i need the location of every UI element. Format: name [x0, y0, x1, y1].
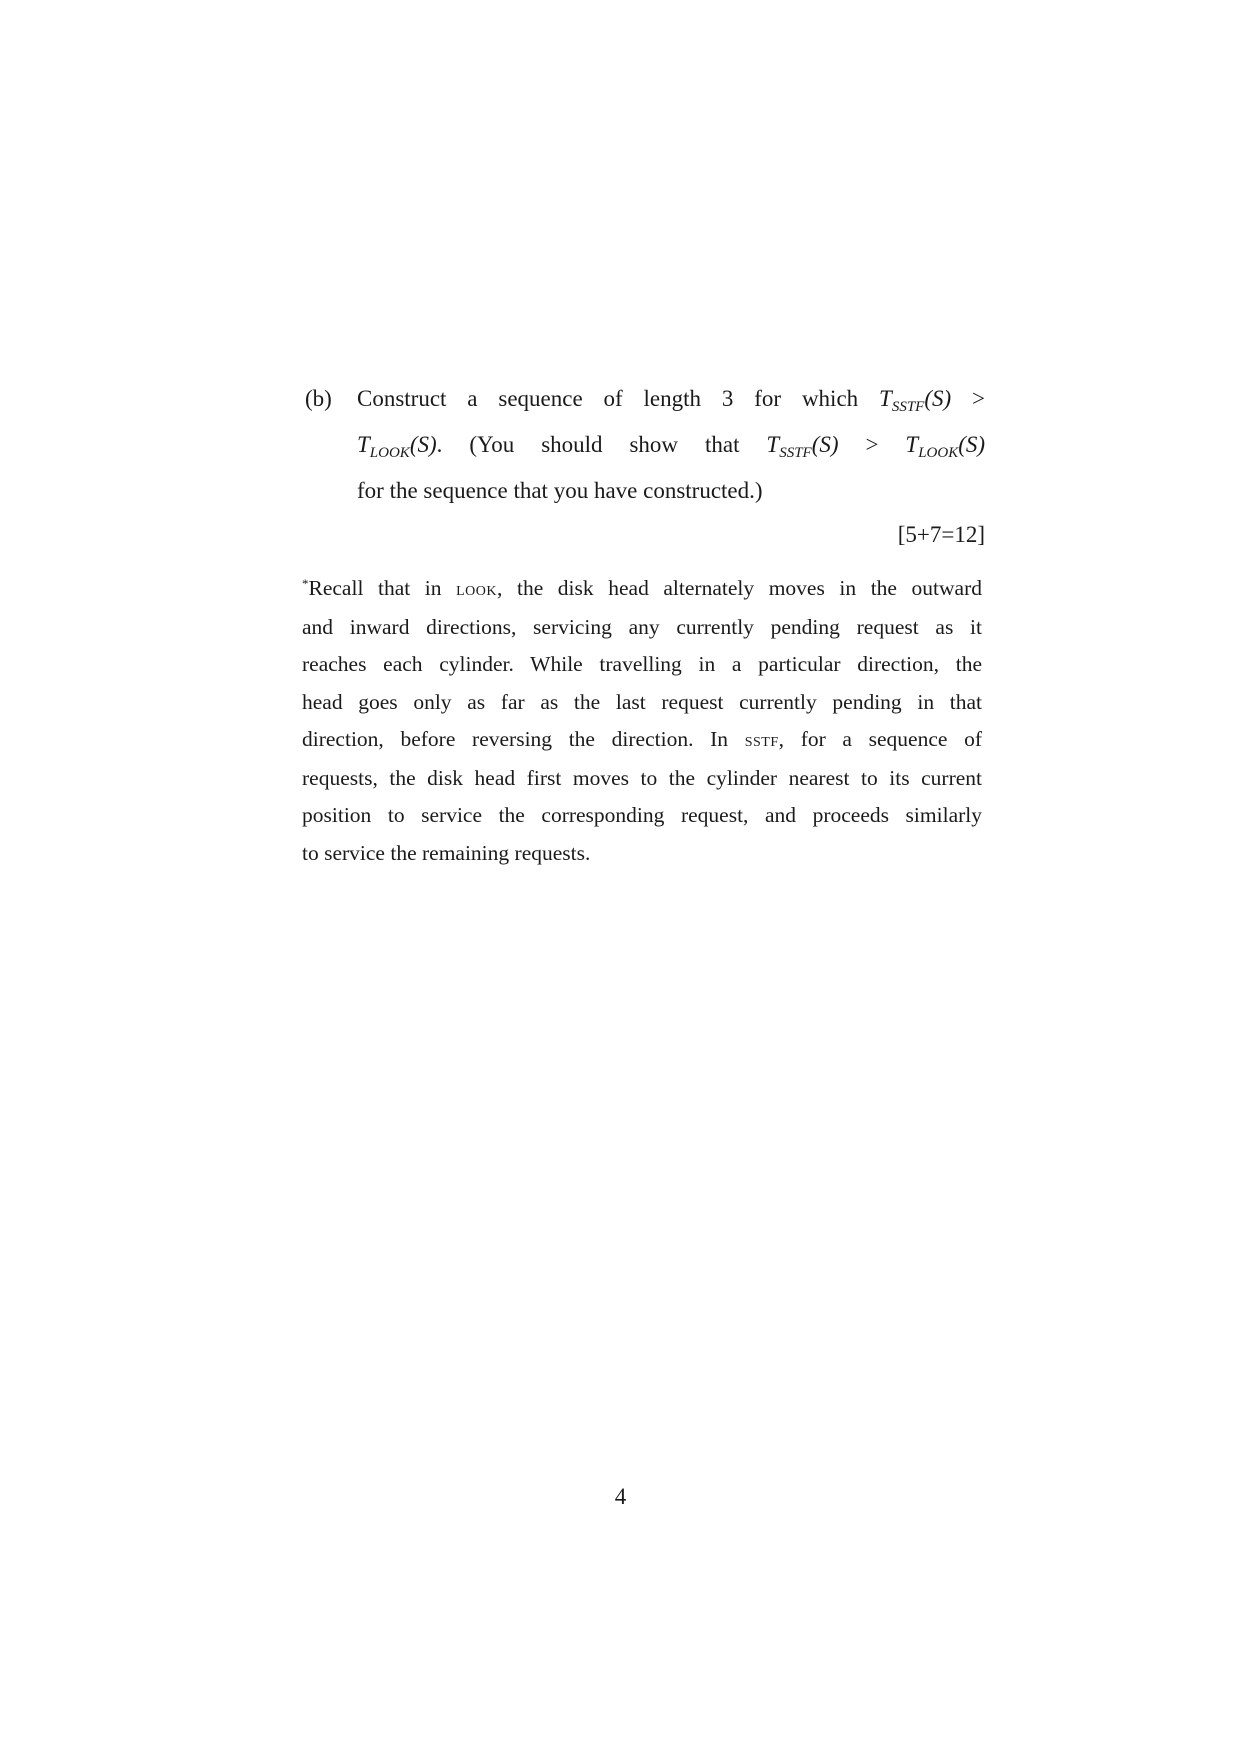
question-part-b: [305, 380, 985, 509]
footnote-line-8: to service the remaining requests.: [302, 840, 591, 865]
question-text: [357, 380, 985, 509]
t-sstf-expression: $T_{SSTF}(S)$: [879, 386, 952, 415]
question-line-2: $T_{LOOK}(S)$. (You should show that $T_{SSTF}(S) > T_{LOOK}(S)$: [357, 432, 986, 461]
t-look-expression: $T_{LOOK}(S)$: [905, 432, 986, 461]
question-line-3: for the sequence that you have constructed.): [357, 478, 763, 503]
footnote-line-4: head goes only as far as the last request currently pending in that: [302, 689, 982, 714]
part-label: (b): [305, 386, 332, 411]
footnote-line-7: position to service the corresponding request, and proceeds similarly: [302, 803, 982, 827]
footnote-line-3: reaches each cylinder. While travelling in a particular direction, the: [302, 652, 982, 676]
t-look-expression: $T_{LOOK}(S)$: [357, 432, 437, 461]
marks-allocation: [5+7=12]: [897, 522, 985, 547]
page-number: 4: [614, 1484, 627, 1509]
footnote-line-2: and inward directions, servicing any currently pending request as it: [302, 614, 982, 639]
footnote: [302, 565, 982, 872]
footnote-line-6: requests, the disk head first moves to the cylinder nearest to its current: [302, 765, 982, 790]
question-line-1: Construct a sequence of length 3 for which $T_{SSTF}(S)$ >: [357, 386, 986, 415]
t-sstf-expression: $T_{SSTF}(S)$: [766, 432, 839, 461]
footnote-line-1: *Recall that in look, the disk head alternately moves in the outward: [302, 576, 982, 600]
footnote-line-5: direction, before reversing the direction. In sstf, for a sequence of: [302, 727, 983, 751]
